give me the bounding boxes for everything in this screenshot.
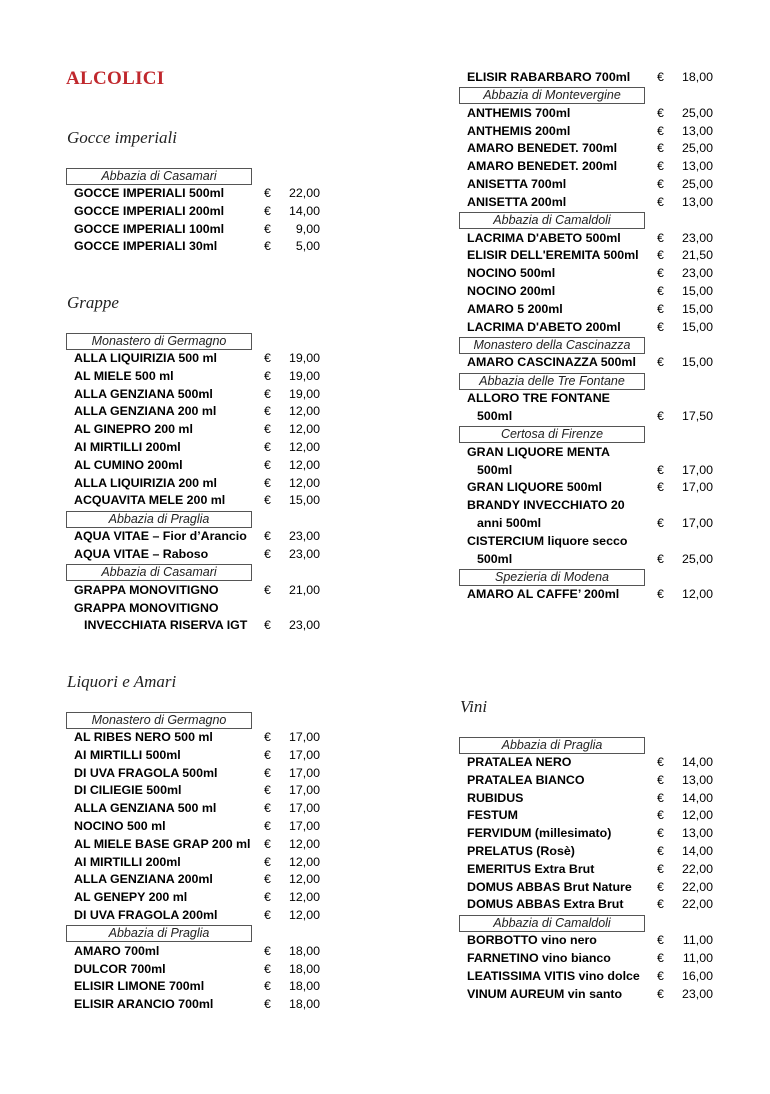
currency-symbol: € <box>264 961 271 976</box>
item-price: 25,00 <box>681 176 713 191</box>
menu-item-row <box>72 185 327 203</box>
menu-item-row <box>72 386 327 404</box>
menu-item-row <box>72 582 327 600</box>
producer-box: Abbazia di Montevergine <box>459 87 645 104</box>
page-title: ALCOLICI <box>66 68 165 89</box>
currency-symbol: € <box>657 968 664 983</box>
item-price: 17,00 <box>288 765 320 780</box>
currency-symbol: € <box>657 879 664 894</box>
currency-symbol: € <box>657 551 664 566</box>
item-price: 12,00 <box>288 422 320 437</box>
item-name: PRATALEA BIANCO <box>467 772 585 787</box>
item-price: 15,00 <box>681 301 713 316</box>
menu-item-row <box>72 978 327 996</box>
item-price: 22,00 <box>681 861 713 876</box>
menu-item-row <box>465 123 720 141</box>
item-price: 12,00 <box>681 808 713 823</box>
item-name: BORBOTTO vino nero <box>467 933 597 948</box>
item-name: DOMUS ABBAS Extra Brut <box>467 897 624 912</box>
producer-box: Abbazia di Praglia <box>66 925 252 942</box>
currency-symbol: € <box>657 843 664 858</box>
menu-item-row <box>465 515 720 533</box>
item-price: 12,00 <box>288 439 320 454</box>
currency-symbol: € <box>657 319 664 334</box>
menu-item-row <box>465 861 720 879</box>
item-name: 500ml <box>477 408 513 423</box>
menu-item-row <box>465 265 720 283</box>
item-price: 13,00 <box>681 826 713 841</box>
currency-symbol: € <box>264 422 271 437</box>
item-name: AMARO CASCINAZZA 500ml <box>467 355 636 370</box>
item-name: ELISIR RABARBARO 700ml <box>467 70 631 84</box>
menu-item-row <box>72 368 327 386</box>
item-name: DI CILIEGIE 500ml <box>74 783 182 798</box>
item-price: 11,00 <box>682 950 713 965</box>
menu-item-row <box>72 729 327 747</box>
menu-item-row <box>465 754 720 772</box>
menu-item-row <box>72 782 327 800</box>
currency-symbol: € <box>657 105 664 120</box>
item-name: 500ml <box>477 462 513 477</box>
currency-symbol: € <box>264 546 271 561</box>
item-name: AL GENEPY 200 ml <box>74 890 188 905</box>
item-name: 500ml <box>477 551 513 566</box>
section-grappe: Grappe <box>67 293 119 312</box>
menu-item-row <box>465 843 720 861</box>
menu-item-row <box>72 600 327 618</box>
currency-symbol: € <box>264 818 271 833</box>
item-name: PRATALEA NERO <box>467 755 572 769</box>
item-price: 17,00 <box>288 818 320 833</box>
item-price: 17,00 <box>681 515 713 530</box>
currency-symbol: € <box>657 159 664 174</box>
menu-item-row <box>465 896 720 914</box>
item-name: AMARO AL CAFFE’ 200ml <box>467 587 620 602</box>
menu-item-row <box>72 800 327 818</box>
item-price: 15,00 <box>288 493 320 508</box>
currency-symbol: € <box>264 943 271 958</box>
item-price: 21,50 <box>681 248 713 263</box>
menu-item-row <box>72 421 327 439</box>
item-name: ALLA GENZIANA 200 ml <box>74 404 217 419</box>
currency-symbol: € <box>264 475 271 490</box>
menu-item-row <box>465 479 720 497</box>
item-price: 13,00 <box>681 159 713 174</box>
item-name: AL MIELE 500 ml <box>74 368 174 383</box>
section-vini: Vini <box>460 697 488 716</box>
item-name: VINUM AUREUM vin santo <box>467 986 623 1001</box>
currency-symbol: € <box>657 194 664 209</box>
item-price: 17,00 <box>288 730 320 744</box>
menu-item-row <box>72 350 327 368</box>
item-price: 12,00 <box>288 890 320 905</box>
menu-item-row <box>72 457 327 475</box>
menu-item-row <box>72 203 327 221</box>
item-name: anni 500ml <box>477 515 542 530</box>
menu-item-row <box>72 943 327 961</box>
menu-item-row <box>465 879 720 897</box>
menu-item-row <box>465 551 720 569</box>
producer-box: Abbazia di Casamari <box>66 168 252 185</box>
currency-symbol: € <box>264 221 271 236</box>
item-name: ALLA GENZIANA 500 ml <box>74 801 217 816</box>
currency-symbol: € <box>657 176 664 191</box>
currency-symbol: € <box>657 141 664 156</box>
item-price: 18,00 <box>288 961 320 976</box>
item-name: GRAN LIQUORE MENTA <box>467 444 610 459</box>
currency-symbol: € <box>657 283 664 298</box>
currency-symbol: € <box>264 907 271 922</box>
currency-symbol: € <box>657 755 664 769</box>
currency-symbol: € <box>264 493 271 508</box>
menu-item-row <box>465 283 720 301</box>
menu-item-row <box>72 492 327 510</box>
item-price: 17,00 <box>681 480 713 495</box>
item-price: 12,00 <box>288 854 320 869</box>
item-name: ACQUAVITA MELE 200 ml <box>74 493 226 508</box>
item-name: ANISETTA 700ml <box>467 176 567 191</box>
currency-symbol: € <box>657 266 664 281</box>
menu-item-row <box>465 807 720 825</box>
menu-item-row <box>72 439 327 457</box>
menu-item-row <box>465 790 720 808</box>
item-price: 14,00 <box>681 790 713 805</box>
producer-box: Abbazia di Camaldoli <box>459 915 645 932</box>
item-name: PRELATUS (Rosè) <box>467 843 575 858</box>
item-price: 23,00 <box>288 529 320 544</box>
item-price: 14,00 <box>681 755 713 769</box>
menu-item-row <box>72 907 327 925</box>
currency-symbol: € <box>657 515 664 530</box>
item-price: 9,00 <box>295 221 320 236</box>
item-name: AMARO 5 200ml <box>467 301 563 316</box>
item-name: FESTUM <box>467 808 518 823</box>
item-price: 22,00 <box>681 879 713 894</box>
currency-symbol: € <box>264 239 271 254</box>
item-name: AL GINEPRO 200 ml <box>74 422 193 437</box>
item-price: 18,00 <box>288 943 320 958</box>
currency-symbol: € <box>657 790 664 805</box>
currency-symbol: € <box>264 979 271 994</box>
menu-item-row <box>465 247 720 265</box>
currency-symbol: € <box>657 408 664 423</box>
item-name: EMERITUS Extra Brut <box>467 861 595 876</box>
currency-symbol: € <box>264 582 271 597</box>
item-price: 13,00 <box>681 772 713 787</box>
item-price: 12,00 <box>681 587 713 602</box>
item-name: ALLA LIQUIRIZIA 500 ml <box>74 351 217 365</box>
menu-item-row <box>72 765 327 783</box>
currency-symbol: € <box>264 351 271 365</box>
currency-symbol: € <box>657 480 664 495</box>
producer-box: Spezieria di Modena <box>459 569 645 586</box>
item-name: NOCINO 500ml <box>467 266 556 281</box>
vini-list <box>465 736 720 1003</box>
item-name: AMARO BENEDET. 700ml <box>467 141 618 156</box>
item-price: 19,00 <box>288 386 320 401</box>
currency-symbol: € <box>657 123 664 138</box>
menu-item-row <box>465 140 720 158</box>
item-name: GOCCE IMPERIALI 200ml <box>74 203 225 218</box>
currency-symbol: € <box>657 301 664 316</box>
item-name: ALLA LIQUIRIZIA 200 ml <box>74 475 217 490</box>
producer-box: Monastero di Germagno <box>66 333 252 350</box>
menu-item-row <box>72 546 327 564</box>
item-name: GRAPPA MONOVITIGNO <box>74 600 219 615</box>
item-name: GRAPPA MONOVITIGNO <box>74 582 219 597</box>
currency-symbol: € <box>657 986 664 1001</box>
currency-symbol: € <box>657 808 664 823</box>
currency-symbol: € <box>264 730 271 744</box>
item-price: 12,00 <box>288 836 320 851</box>
menu-item-row <box>465 230 720 248</box>
grappe-list <box>72 332 327 635</box>
item-price: 14,00 <box>681 843 713 858</box>
menu-item-row <box>465 390 720 408</box>
menu-item-row <box>72 617 327 635</box>
item-name: AQUA VITAE – Fior d’Arancio <box>74 529 247 544</box>
item-name: LEATISSIMA VITIS vino dolce <box>467 968 640 983</box>
currency-symbol: € <box>657 772 664 787</box>
currency-symbol: € <box>264 386 271 401</box>
item-price: 17,50 <box>681 408 713 423</box>
menu-item-row <box>465 319 720 337</box>
menu-item-row <box>465 444 720 462</box>
producer-box: Abbazia di Camaldoli <box>459 212 645 229</box>
item-price: 18,00 <box>681 70 713 84</box>
menu-item-row <box>465 825 720 843</box>
currency-symbol: € <box>264 439 271 454</box>
item-price: 23,00 <box>681 266 713 281</box>
menu-item-row <box>72 854 327 872</box>
menu-item-row <box>465 950 720 968</box>
item-name: AMARO BENEDET. 200ml <box>467 159 618 174</box>
menu-item-row <box>465 968 720 986</box>
item-name: AL RIBES NERO 500 ml <box>74 730 213 744</box>
currency-symbol: € <box>264 854 271 869</box>
currency-symbol: € <box>264 783 271 798</box>
item-name: AI MIRTILLI 200ml <box>74 439 181 454</box>
currency-symbol: € <box>264 890 271 905</box>
menu-item-row <box>72 475 327 493</box>
menu-item-row <box>72 747 327 765</box>
menu-item-row <box>465 176 720 194</box>
item-name: ELISIR DELL'EREMITA 500ml <box>467 248 639 263</box>
currency-symbol: € <box>264 836 271 851</box>
item-price: 15,00 <box>681 283 713 298</box>
item-name: FARNETINO vino bianco <box>467 950 611 965</box>
item-name: LACRIMA D'ABETO 200ml <box>467 319 621 334</box>
item-name: AL CUMINO 200ml <box>74 457 183 472</box>
item-name: ANTHEMIS 200ml <box>467 123 571 138</box>
item-name: ANISETTA 200ml <box>467 194 567 209</box>
currency-symbol: € <box>657 248 664 263</box>
menu-item-row <box>465 986 720 1004</box>
menu-item-row <box>465 586 720 604</box>
menu-item-row <box>72 221 327 239</box>
producer-box: Abbazia di Praglia <box>459 737 645 754</box>
currency-symbol: € <box>657 462 664 477</box>
item-name: ALLA GENZIANA 500ml <box>74 386 213 401</box>
item-price: 25,00 <box>681 141 713 156</box>
menu-item-row <box>465 69 720 87</box>
currency-symbol: € <box>657 70 664 84</box>
item-price: 12,00 <box>288 404 320 419</box>
currency-symbol: € <box>657 950 664 965</box>
item-price: 23,00 <box>681 230 713 245</box>
item-price: 22,00 <box>681 897 713 912</box>
section-liquori-amari: Liquori e Amari <box>67 672 177 691</box>
menu-item-row <box>72 836 327 854</box>
item-name: ELISIR LIMONE 700ml <box>74 979 205 994</box>
menu-item-row <box>72 996 327 1014</box>
item-price: 11,00 <box>682 933 713 948</box>
item-price: 5,00 <box>295 239 320 254</box>
item-price: 17,00 <box>681 462 713 477</box>
currency-symbol: € <box>657 826 664 841</box>
item-name: GRAN LIQUORE 500ml <box>467 480 602 495</box>
menu-item-row <box>465 497 720 515</box>
item-price: 12,00 <box>288 872 320 887</box>
item-price: 19,00 <box>288 351 320 365</box>
item-name: LACRIMA D'ABETO 500ml <box>467 230 621 245</box>
item-name: ANTHEMIS 700ml <box>467 105 571 120</box>
item-name: ELISIR ARANCIO 700ml <box>74 997 214 1012</box>
currency-symbol: € <box>264 529 271 544</box>
item-price: 17,00 <box>288 783 320 798</box>
menu-item-row <box>465 408 720 426</box>
item-name: BRANDY INVECCHIATO 20 <box>467 498 625 513</box>
item-price: 17,00 <box>288 801 320 816</box>
producer-box: Monastero della Cascinazza <box>459 337 645 354</box>
currency-symbol: € <box>657 861 664 876</box>
currency-symbol: € <box>264 872 271 887</box>
producer-box: Abbazia delle Tre Fontane <box>459 373 645 390</box>
producer-box: Certosa di Firenze <box>459 426 645 443</box>
currency-symbol: € <box>264 765 271 780</box>
currency-symbol: € <box>264 997 271 1012</box>
item-name: RUBIDUS <box>467 790 524 805</box>
item-price: 25,00 <box>681 551 713 566</box>
producer-box: Abbazia di Praglia <box>66 511 252 528</box>
item-name: AQUA VITAE – Raboso <box>74 546 209 561</box>
item-price: 15,00 <box>681 355 713 370</box>
menu-item-row <box>465 354 720 372</box>
menu-item-row <box>465 932 720 950</box>
item-price: 17,00 <box>288 747 320 762</box>
item-price: 14,00 <box>288 203 320 218</box>
currency-symbol: € <box>657 933 664 948</box>
menu-item-row <box>72 871 327 889</box>
item-price: 23,00 <box>288 546 320 561</box>
currency-symbol: € <box>264 457 271 472</box>
item-price: 19,00 <box>288 368 320 383</box>
item-price: 12,00 <box>288 457 320 472</box>
menu-item-row <box>465 194 720 212</box>
section-gocce-imperiali: Gocce imperiali <box>67 128 177 147</box>
currency-symbol: € <box>264 747 271 762</box>
menu-item-row <box>72 403 327 421</box>
menu-item-row <box>465 772 720 790</box>
menu-item-row <box>72 889 327 907</box>
currency-symbol: € <box>264 203 271 218</box>
item-name: NOCINO 200ml <box>467 283 556 298</box>
menu-item-row <box>465 462 720 480</box>
menu-item-row <box>465 301 720 319</box>
menu-item-row <box>465 158 720 176</box>
item-price: 12,00 <box>288 475 320 490</box>
item-name: AMARO 700ml <box>74 943 160 958</box>
liquori-amari-continued-list <box>465 69 720 604</box>
producer-box: Abbazia di Casamari <box>66 564 252 581</box>
item-name: GOCCE IMPERIALI 500ml <box>74 186 225 200</box>
item-name: AI MIRTILLI 500ml <box>74 747 181 762</box>
currency-symbol: € <box>657 355 664 370</box>
item-name: ALLORO TRE FONTANE <box>467 391 610 406</box>
menu-item-row <box>72 528 327 546</box>
item-name: DOMUS ABBAS Brut Nature <box>467 879 632 894</box>
item-name: AL MIELE BASE GRAP 200 ml <box>74 836 251 851</box>
item-name: DI UVA FRAGOLA 500ml <box>74 765 218 780</box>
item-price: 18,00 <box>288 979 320 994</box>
item-name: DULCOR 700ml <box>74 961 166 976</box>
item-name: CISTERCIUM liquore secco <box>467 533 628 548</box>
menu-item-row <box>72 818 327 836</box>
item-price: 13,00 <box>681 194 713 209</box>
item-name: INVECCHIATA RISERVA IGT <box>84 618 248 633</box>
item-price: 25,00 <box>681 105 713 120</box>
item-name: DI UVA FRAGOLA 200ml <box>74 907 218 922</box>
item-price: 23,00 <box>288 618 320 633</box>
currency-symbol: € <box>657 587 664 602</box>
liquori-amari-list <box>72 711 327 1014</box>
item-price: 12,00 <box>288 907 320 922</box>
item-name: ALLA GENZIANA 200ml <box>74 872 213 887</box>
item-price: 22,00 <box>288 186 320 200</box>
menu-item-row <box>72 238 327 256</box>
item-name: FERVIDUM (millesimato) <box>467 826 612 841</box>
item-price: 21,00 <box>288 582 320 597</box>
item-price: 15,00 <box>681 319 713 334</box>
item-name: GOCCE IMPERIALI 30ml <box>74 239 218 254</box>
currency-symbol: € <box>264 404 271 419</box>
currency-symbol: € <box>657 230 664 245</box>
item-price: 23,00 <box>681 986 713 1001</box>
menu-item-row <box>72 961 327 979</box>
producer-box: Monastero di Germagno <box>66 712 252 729</box>
gocce-imperiali-list <box>72 167 327 256</box>
currency-symbol: € <box>264 618 271 633</box>
item-price: 13,00 <box>681 123 713 138</box>
item-price: 18,00 <box>288 997 320 1012</box>
menu-item-row <box>465 533 720 551</box>
currency-symbol: € <box>264 186 271 200</box>
item-name: GOCCE IMPERIALI 100ml <box>74 221 225 236</box>
currency-symbol: € <box>264 801 271 816</box>
menu-item-row <box>465 105 720 123</box>
item-name: AI MIRTILLI 200ml <box>74 854 181 869</box>
item-name: NOCINO 500 ml <box>74 818 166 833</box>
item-price: 16,00 <box>681 968 713 983</box>
currency-symbol: € <box>657 897 664 912</box>
currency-symbol: € <box>264 368 271 383</box>
